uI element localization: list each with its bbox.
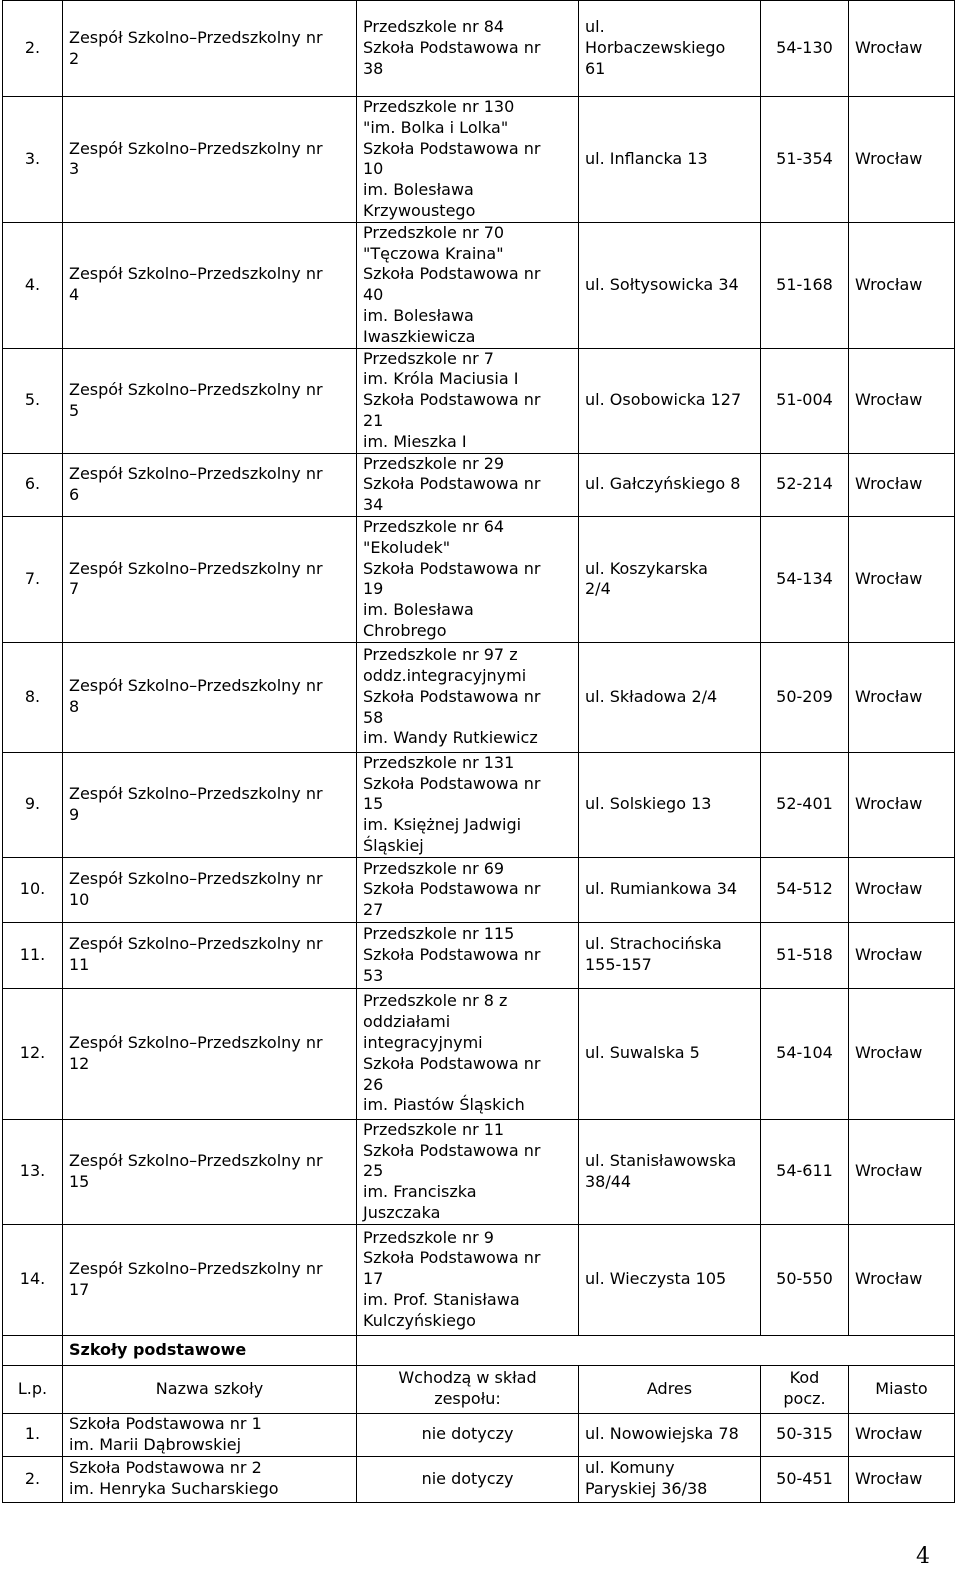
row-number: 3. bbox=[3, 97, 63, 223]
complex-members-line: Przedszkole nr 84 bbox=[363, 17, 505, 37]
complex-members-line: 19 bbox=[363, 579, 384, 599]
school-complex-name-line: Zespół Szkolno–Przedszkolny nr bbox=[69, 1150, 323, 1170]
school-complex-name-line: 7 bbox=[69, 579, 80, 599]
city: Wrocław bbox=[849, 988, 955, 1119]
complex-members-line: Szkoła Podstawowa nr bbox=[363, 1248, 541, 1268]
table-row bbox=[3, 988, 955, 1119]
complex-members-line: Krzywoustego bbox=[363, 200, 476, 220]
page-number: 4 bbox=[916, 1544, 930, 1569]
empty-cell bbox=[3, 1335, 63, 1365]
complex-members-line: 21 bbox=[363, 410, 384, 430]
header-address: Adres bbox=[579, 1365, 761, 1413]
school-complex-name-line: Zespół Szkolno–Przedszkolny nr bbox=[69, 27, 323, 47]
postal-code: 54-512 bbox=[761, 857, 849, 922]
school-complex-name-line: Zespół Szkolno–Przedszkolny nr bbox=[69, 463, 323, 483]
complex-members-line: 25 bbox=[363, 1161, 384, 1181]
row-number: 10. bbox=[3, 857, 63, 922]
complex-members-line: 38 bbox=[363, 58, 384, 78]
row-number: 14. bbox=[3, 1224, 63, 1335]
school-complex-name-line: Zespół Szkolno–Przedszkolny nr bbox=[69, 1258, 323, 1278]
address bbox=[579, 516, 761, 642]
complex-members-line: "Ekoludek" bbox=[363, 537, 451, 557]
school-complex-name bbox=[63, 1119, 357, 1224]
complex-members-line: Przedszkole nr 9 bbox=[363, 1227, 494, 1247]
row-number: 5. bbox=[3, 348, 63, 453]
complex-members-line: im. Bolesława bbox=[363, 305, 474, 325]
postal-code: 50-315 bbox=[761, 1413, 849, 1456]
complex-members-line: Szkoła Podstawowa nr bbox=[363, 773, 541, 793]
complex-members-line: Szkoła Podstawowa nr bbox=[363, 138, 541, 158]
address bbox=[579, 348, 761, 453]
school-complex-name-line: Zespół Szkolno–Przedszkolny nr bbox=[69, 676, 323, 696]
complex-members bbox=[357, 988, 579, 1119]
complex-members-line: Szkoła Podstawowa nr bbox=[363, 1140, 541, 1160]
complex-members-line: integracyjnymi bbox=[363, 1032, 483, 1052]
complex-members-line: im. Piastów Śląskich bbox=[363, 1095, 525, 1115]
complex-members-line: im. Księżnej Jadwigi bbox=[363, 815, 522, 835]
complex-members-line: 34 bbox=[363, 495, 384, 515]
school-complex-name bbox=[63, 1224, 357, 1335]
city: Wrocław bbox=[849, 922, 955, 988]
school-complex-name-line: Zespół Szkolno–Przedszkolny nr bbox=[69, 558, 323, 578]
address-line: ul. Koszykarska bbox=[585, 558, 708, 578]
table-row bbox=[3, 642, 955, 752]
complex-members: nie dotyczy bbox=[357, 1413, 579, 1456]
address-line: ul. Inflancka 13 bbox=[585, 148, 708, 168]
city: Wrocław bbox=[849, 348, 955, 453]
school-complex-name bbox=[63, 922, 357, 988]
address bbox=[579, 453, 761, 516]
complex-members bbox=[357, 1119, 579, 1224]
complex-members-line: 17 bbox=[363, 1269, 384, 1289]
row-number: 6. bbox=[3, 453, 63, 516]
table-row bbox=[3, 857, 955, 922]
complex-members-line: Przedszkole nr 11 bbox=[363, 1119, 505, 1139]
table-row bbox=[3, 1, 955, 97]
complex-members-line: Szkoła Podstawowa nr bbox=[363, 686, 541, 706]
header-school-name: Nazwa szkoły bbox=[63, 1365, 357, 1413]
section-row bbox=[3, 1335, 955, 1365]
address-line: ul. Wieczysta 105 bbox=[585, 1269, 727, 1289]
complex-members bbox=[357, 97, 579, 223]
row-number: 1. bbox=[3, 1413, 63, 1456]
complex-members bbox=[357, 642, 579, 752]
address bbox=[579, 752, 761, 857]
header-lp: L.p. bbox=[3, 1365, 63, 1413]
school-complex-name-line: Zespół Szkolno–Przedszkolny nr bbox=[69, 379, 323, 399]
schools-table bbox=[2, 0, 955, 1503]
city: Wrocław bbox=[849, 453, 955, 516]
header-postal-code bbox=[761, 1365, 849, 1413]
complex-members-line: im. Bolesława bbox=[363, 600, 474, 620]
row-number: 9. bbox=[3, 752, 63, 857]
complex-members-line: 40 bbox=[363, 285, 384, 305]
address bbox=[579, 222, 761, 348]
postal-code: 51-168 bbox=[761, 222, 849, 348]
table-row bbox=[3, 752, 955, 857]
city: Wrocław bbox=[849, 1119, 955, 1224]
address-line: Horbaczewskiego bbox=[585, 38, 726, 58]
complex-members-line: im. Króla Maciusia I bbox=[363, 369, 519, 389]
table-row bbox=[3, 97, 955, 223]
complex-members bbox=[357, 1, 579, 97]
address bbox=[579, 1, 761, 97]
address-line: ul. Suwalska 5 bbox=[585, 1043, 700, 1063]
school-complex-name-line: 3 bbox=[69, 159, 80, 179]
table-row bbox=[3, 348, 955, 453]
complex-members bbox=[357, 752, 579, 857]
school-name-line: im. Henryka Sucharskiego bbox=[69, 1479, 279, 1499]
header-postal-code-line: Kod bbox=[789, 1368, 820, 1388]
address bbox=[579, 922, 761, 988]
complex-members-line: Szkoła Podstawowa nr bbox=[363, 879, 541, 899]
school-complex-name bbox=[63, 857, 357, 922]
complex-members-line: Przedszkole nr 97 z bbox=[363, 645, 518, 665]
address bbox=[579, 1456, 761, 1502]
complex-members-line: Przedszkole nr 29 bbox=[363, 453, 505, 473]
complex-members-line: Przedszkole nr 130 bbox=[363, 97, 515, 116]
school-complex-name-line: 12 bbox=[69, 1053, 90, 1073]
address-line: ul. Rumiankowa 34 bbox=[585, 879, 738, 899]
complex-members-line: "im. Bolka i Lolka" bbox=[363, 117, 509, 137]
table-row bbox=[3, 1456, 955, 1502]
table-row bbox=[3, 1119, 955, 1224]
postal-code: 50-209 bbox=[761, 642, 849, 752]
header-members-line: zespołu: bbox=[434, 1389, 501, 1409]
school-complex-name-line: Zespół Szkolno–Przedszkolny nr bbox=[69, 934, 323, 954]
complex-members bbox=[357, 222, 579, 348]
city: Wrocław bbox=[849, 222, 955, 348]
empty-cell bbox=[357, 1335, 955, 1365]
postal-code: 54-611 bbox=[761, 1119, 849, 1224]
complex-members-line: 27 bbox=[363, 900, 384, 920]
header-members bbox=[357, 1365, 579, 1413]
section-title: Szkoły podstawowe bbox=[63, 1335, 357, 1365]
complex-members bbox=[357, 516, 579, 642]
complex-members-line: oddziałami bbox=[363, 1012, 451, 1032]
address-line: 61 bbox=[585, 58, 606, 78]
complex-members-line: 58 bbox=[363, 707, 384, 727]
city: Wrocław bbox=[849, 1, 955, 97]
city: Wrocław bbox=[849, 1456, 955, 1502]
row-number: 12. bbox=[3, 988, 63, 1119]
complex-members-line: Przedszkole nr 7 bbox=[363, 348, 494, 368]
school-complex-name bbox=[63, 348, 357, 453]
school-complex-name-line: 2 bbox=[69, 48, 80, 68]
row-number: 2. bbox=[3, 1456, 63, 1502]
complex-members bbox=[357, 453, 579, 516]
complex-members-line: oddz.integracyjnymi bbox=[363, 666, 527, 686]
complex-members-line: Przedszkole nr 131 bbox=[363, 752, 515, 772]
complex-members-line: Juszczaka bbox=[363, 1202, 441, 1222]
complex-members bbox=[357, 857, 579, 922]
complex-members-line: Przedszkole nr 64 bbox=[363, 516, 505, 536]
school-complex-name-line: 5 bbox=[69, 400, 80, 420]
complex-members-line: Szkoła Podstawowa nr bbox=[363, 558, 541, 578]
complex-members-line: im. Franciszka bbox=[363, 1182, 477, 1202]
school-complex-name-line: 15 bbox=[69, 1171, 90, 1191]
complex-members-line: im. Bolesława bbox=[363, 180, 474, 200]
complex-members-line: Przedszkole nr 115 bbox=[363, 924, 515, 943]
city: Wrocław bbox=[849, 857, 955, 922]
complex-members-line: 53 bbox=[363, 965, 384, 985]
postal-code: 51-518 bbox=[761, 922, 849, 988]
header-city: Miasto bbox=[849, 1365, 955, 1413]
city: Wrocław bbox=[849, 642, 955, 752]
school-complex-name-line: 8 bbox=[69, 697, 80, 717]
postal-code: 51-004 bbox=[761, 348, 849, 453]
school-complex-name bbox=[63, 453, 357, 516]
school-complex-name bbox=[63, 97, 357, 223]
address bbox=[579, 1224, 761, 1335]
header-postal-code-line: pocz. bbox=[783, 1389, 826, 1409]
complex-members-line: 15 bbox=[363, 794, 384, 814]
complex-members bbox=[357, 922, 579, 988]
school-name-line: im. Marii Dąbrowskiej bbox=[69, 1434, 242, 1454]
complex-members-line: Iwaszkiewicza bbox=[363, 326, 476, 346]
row-number: 7. bbox=[3, 516, 63, 642]
city: Wrocław bbox=[849, 1224, 955, 1335]
address-line: ul. Sołtysowicka 34 bbox=[585, 274, 739, 294]
address-line: ul. Solskiego 13 bbox=[585, 794, 712, 814]
complex-members bbox=[357, 1224, 579, 1335]
address bbox=[579, 97, 761, 223]
table-row bbox=[3, 222, 955, 348]
postal-code: 54-104 bbox=[761, 988, 849, 1119]
postal-code: 52-214 bbox=[761, 453, 849, 516]
school-complex-name bbox=[63, 222, 357, 348]
postal-code: 52-401 bbox=[761, 752, 849, 857]
complex-members-line: Szkoła Podstawowa nr bbox=[363, 264, 541, 284]
address bbox=[579, 857, 761, 922]
school-complex-name bbox=[63, 988, 357, 1119]
complex-members: nie dotyczy bbox=[357, 1456, 579, 1502]
address-line: ul. Osobowicka 127 bbox=[585, 390, 742, 410]
address-line: Paryskiej 36/38 bbox=[585, 1479, 708, 1499]
school-complex-name-line: 17 bbox=[69, 1279, 90, 1299]
table-row bbox=[3, 1413, 955, 1456]
complex-members-line: Przedszkole nr 8 z bbox=[363, 991, 508, 1011]
school-complex-name-line: 10 bbox=[69, 889, 90, 909]
city: Wrocław bbox=[849, 752, 955, 857]
school-complex-name-line: 4 bbox=[69, 285, 80, 305]
complex-members-line: Chrobrego bbox=[363, 620, 447, 640]
address-line: 38/44 bbox=[585, 1171, 632, 1191]
complex-members-line: im. Wandy Rutkiewicz bbox=[363, 728, 538, 748]
school-name bbox=[63, 1456, 357, 1502]
header-members-line: Wchodzą w skład bbox=[398, 1368, 537, 1388]
table-row bbox=[3, 453, 955, 516]
postal-code: 54-134 bbox=[761, 516, 849, 642]
row-number: 2. bbox=[3, 1, 63, 97]
school-complex-name-line: 9 bbox=[69, 804, 80, 824]
address-line: 155-157 bbox=[585, 955, 652, 975]
table-row bbox=[3, 922, 955, 988]
complex-members-line: 10 bbox=[363, 159, 384, 179]
school-name-line: Szkoła Podstawowa nr 1 bbox=[69, 1413, 262, 1433]
row-number: 13. bbox=[3, 1119, 63, 1224]
school-name-line: Szkoła Podstawowa nr 2 bbox=[69, 1458, 262, 1478]
school-complex-name bbox=[63, 642, 357, 752]
school-complex-name-line: 11 bbox=[69, 955, 90, 975]
address-line: ul. Gałczyńskiego 8 bbox=[585, 474, 741, 494]
school-complex-name-line: Zespół Szkolno–Przedszkolny nr bbox=[69, 264, 323, 284]
city: Wrocław bbox=[849, 1413, 955, 1456]
address-line: ul. bbox=[585, 17, 605, 37]
school-complex-name-line: Zespół Szkolno–Przedszkolny nr bbox=[69, 1032, 323, 1052]
address-line: ul. Stanisławowska bbox=[585, 1150, 737, 1170]
address bbox=[579, 1119, 761, 1224]
complex-members-line: Śląskiej bbox=[363, 835, 424, 855]
address bbox=[579, 988, 761, 1119]
complex-members bbox=[357, 348, 579, 453]
complex-members-line: Kulczyńskiego bbox=[363, 1310, 476, 1330]
school-complex-name-line: Zespół Szkolno–Przedszkolny nr bbox=[69, 868, 323, 888]
school-complex-name bbox=[63, 752, 357, 857]
complex-members-line: im. Mieszka I bbox=[363, 431, 467, 451]
header-row bbox=[3, 1365, 955, 1413]
row-number: 11. bbox=[3, 922, 63, 988]
complex-members-line: Szkoła Podstawowa nr bbox=[363, 474, 541, 494]
postal-code: 50-451 bbox=[761, 1456, 849, 1502]
city: Wrocław bbox=[849, 97, 955, 223]
complex-members-line: Przedszkole nr 70 bbox=[363, 222, 505, 242]
complex-members-line: "Tęczowa Kraina" bbox=[363, 243, 504, 263]
complex-members-line: Szkoła Podstawowa nr bbox=[363, 38, 541, 58]
address-line: ul. Nowowiejska 78 bbox=[585, 1424, 739, 1444]
address-line: ul. Komuny bbox=[585, 1458, 675, 1478]
complex-members-line: Szkoła Podstawowa nr bbox=[363, 390, 541, 410]
address-line: 2/4 bbox=[585, 579, 611, 599]
address-line: ul. Składowa 2/4 bbox=[585, 686, 718, 706]
school-complex-name-line: Zespół Szkolno–Przedszkolny nr bbox=[69, 138, 323, 158]
complex-members-line: 26 bbox=[363, 1074, 384, 1094]
school-complex-name-line: Zespół Szkolno–Przedszkolny nr bbox=[69, 783, 323, 803]
complex-members-line: Szkoła Podstawowa nr bbox=[363, 1053, 541, 1073]
address bbox=[579, 1413, 761, 1456]
school-complex-name bbox=[63, 1, 357, 97]
postal-code: 50-550 bbox=[761, 1224, 849, 1335]
complex-members-line: im. Prof. Stanisława bbox=[363, 1290, 520, 1310]
city: Wrocław bbox=[849, 516, 955, 642]
address-line: ul. Strachocińska bbox=[585, 934, 722, 954]
table-row bbox=[3, 1224, 955, 1335]
school-complex-name bbox=[63, 516, 357, 642]
address bbox=[579, 642, 761, 752]
postal-code: 54-130 bbox=[761, 1, 849, 97]
row-number: 4. bbox=[3, 222, 63, 348]
school-complex-name-line: 6 bbox=[69, 484, 80, 504]
school-name bbox=[63, 1413, 357, 1456]
row-number: 8. bbox=[3, 642, 63, 752]
postal-code: 51-354 bbox=[761, 97, 849, 223]
complex-members-line: Szkoła Podstawowa nr bbox=[363, 944, 541, 964]
table-row bbox=[3, 516, 955, 642]
complex-members-line: Przedszkole nr 69 bbox=[363, 858, 505, 878]
